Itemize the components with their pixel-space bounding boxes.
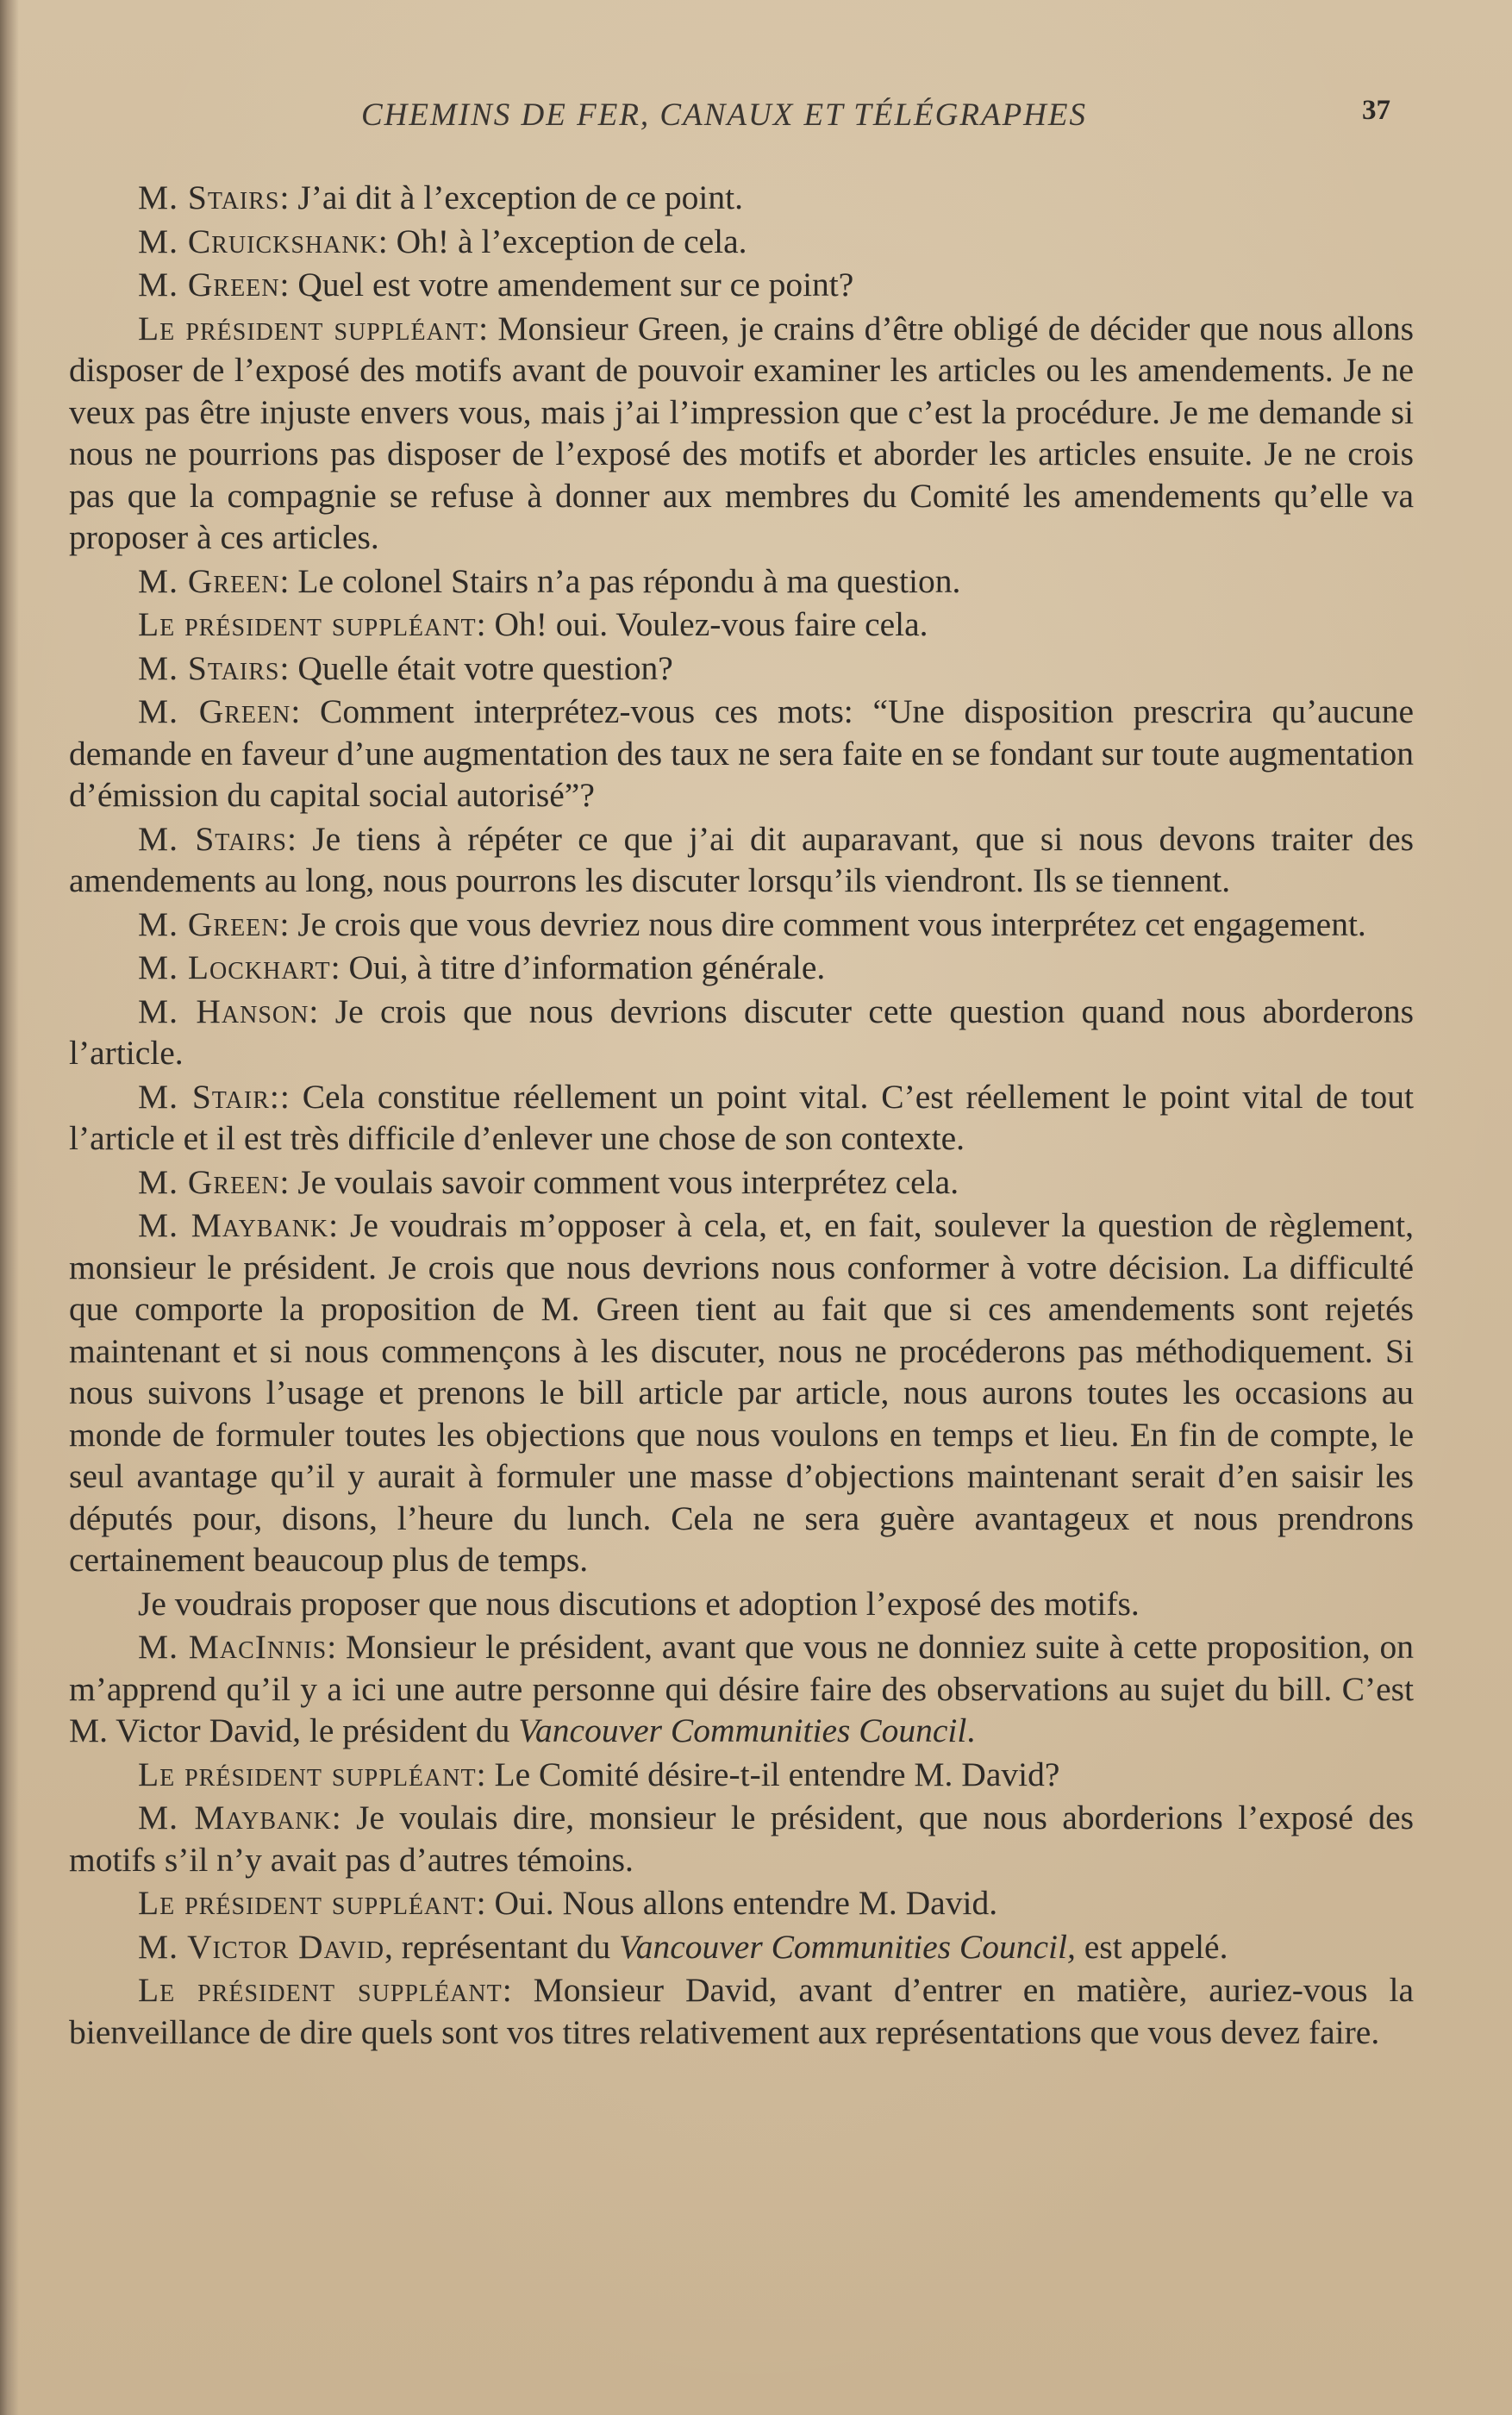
italic-text: Vancouver Communities Council [518, 1711, 967, 1749]
transcript-paragraph: M. Victor David, représentant du Vancouver Communities Council, est appelé. [138, 1927, 1228, 1966]
speech-text: Je crois que vous devriez nous dire comment vous interprétez cet engagement. [297, 904, 1366, 943]
transcript-paragraph: Le président suppléant: Le Comité désire-t-il entendre M. David? [138, 1755, 1060, 1793]
transcript-paragraph: M. Stairs: J’ai dit à l’exception de ce point. [138, 178, 743, 216]
italic-text: Vancouver Communities Council, [618, 1927, 1076, 1966]
transcript-paragraph: Le président suppléant: Monsieur Green, je crains d’être obligé de décider que nous allons disposer de l’exposé des motifs avant de pouvoir examiner les articles ou les amendements. Je ne veux pas être injuste envers vous, mais j’ai l’impression que c’est la procédure. Je me demande si nous ne pourrions pas disposer de l’exposé des motifs et aborder les articles ensuite. Je ne crois pas que la compagnie se refuse à donner aux membres du Comité les amendements qu’elle va proposer à ces articles. [69, 309, 1414, 556]
speaker-name: M. Maybank [138, 1206, 329, 1244]
speaker-name: M. Lockhart [138, 948, 331, 986]
speech-text: Oh! oui. Voulez-vous faire cela. [494, 605, 928, 643]
speaker-name: M. Green [138, 266, 280, 303]
speech-text-tail: . [966, 1711, 976, 1749]
transcript-paragraph: M. Lockhart: Oui, à titre d’information générale. [138, 948, 826, 986]
speaker-name: Le président suppléant [138, 1971, 503, 2009]
transcript-paragraph: Le président suppléant: Oui. Nous allons entendre M. David. [138, 1884, 998, 1922]
transcript-paragraph: M. Green: Le colonel Stairs n’a pas répondu à ma question. [138, 561, 961, 600]
speaker-name: M. Hanson [138, 992, 309, 1030]
speech-text: Oh! à l’exception de cela. [396, 222, 747, 260]
speech-text: Je crois que nous devrions discuter cette question quand nous aborderons l’article. [69, 992, 1414, 1072]
speaker-name: Le président suppléant [138, 309, 479, 347]
speech-text: J’ai dit à l’exception de ce point. [297, 178, 743, 216]
speaker-name: M. Green [138, 1162, 280, 1201]
speech-text: Je tiens à répéter ce que j’ai dit auparavant, que si nous devons traiter des amendements au long, nous pourrons les discuter lorsqu’ils viendront. Ils se tiennent. [69, 819, 1414, 899]
transcript-paragraph: M. Green: Je voulais savoir comment vous interprétez cela. [138, 1162, 959, 1201]
transcript-paragraph: M. Maybank: Je voudrais m’opposer à cela, et, en fait, soulever la question de règlement, monsieur le président. Je crois que nous devrions nous conformer à votre décision. La difficulté que comporte la proposition de M. Green tient au fait que si ces amendements sont rejetés maintenant et si nous commençons à les discuter, nous ne procéderons pas méthodiquement. Si nous suivons l’usage et prenons le bill article par article, nous aurons toutes les occasions au monde de formuler toutes les objections que nous voulons en temps et lieu. En fin de compte, le seul avantage qu’il y aurait à formuler une masse d’objections maintenant serait d’en saisir les députés pour, disons, l’heure du lunch. Cela ne sera guère avantageux et nous prendrons certainement beaucoup plus de temps. [69, 1206, 1415, 1579]
speech-text: Oui. Nous allons entendre M. David. [494, 1884, 998, 1922]
speaker-name: Le président suppléant [138, 1884, 477, 1922]
speaker-name: Le président suppléant [138, 605, 477, 643]
speech-text: Comment interprétez-vous ces mots: “Une disposition prescrira qu’aucune demande en faveur d’une augmentation des taux ne sera faite en se fondant sur toute augmentation d’émission du capital social autorisé”? [69, 692, 1414, 814]
speech-text: Quelle était votre question? [297, 648, 673, 687]
binding-edge [0, 0, 19, 2415]
speech-text: Le colonel Stairs n’a pas répondu à ma question. [297, 561, 961, 600]
transcript-paragraph: M. Cruickshank: Oh! à l’exception de cela. [138, 222, 747, 260]
speaker-name: Le président suppléant [138, 1755, 477, 1793]
transcript-paragraph: M. Stairs: Quelle était votre question? [138, 648, 673, 687]
transcript-body [69, 177, 1414, 2055]
transcript-paragraph: M. Stair:: Cela constitue réellement un point vital. C’est réellement le point vital de tout l’article et il est très difficile d’enlever une chose de son contexte. [69, 1077, 1414, 1157]
speech-text: Je voulais savoir comment vous interprétez cela. [297, 1162, 959, 1201]
speech-text: Le Comité désire-t-il entendre M. David? [494, 1755, 1060, 1793]
speaker-name: M. Victor David [138, 1927, 384, 1966]
transcript-paragraph: Le président suppléant: Oh! oui. Voulez-vous faire cela. [138, 605, 928, 643]
transcript-paragraph: M. Green: Je crois que vous devriez nous dire comment vous interprétez cet engagement. [138, 904, 1366, 943]
speech-text: Cela constitue réellement un point vital. C’est réellement le point vital de tout l’article et il est très difficile d’enlever une chose de son contexte. [69, 1077, 1414, 1157]
speaker-name: M. Maybank [138, 1799, 332, 1836]
transcript-paragraph: M. Green: Quel est votre amendement sur ce point? [138, 266, 854, 303]
speaker-name: M. Stairs [138, 819, 287, 858]
transcript-paragraph: M. Green: Comment interprétez-vous ces mots: “Une disposition prescrira qu’aucune demande en faveur d’une augmentation des taux ne sera faite en se fondant sur toute augmentation d’émission du capital social autorisé”? [69, 692, 1414, 814]
speaker-name: M. Green [138, 904, 280, 943]
transcript-paragraph: M. MacInnis: Monsieur le président, avant que vous ne donniez suite à cette proposition, on m’apprend qu’il y a ici une autre personne qui désire faire des observations au sujet du bill. C’est M. Victor David, le président du Vancouver Communities Council. [69, 1628, 1414, 1749]
speech-text: représentant du [401, 1927, 619, 1966]
transcript-paragraph [69, 1583, 1414, 1625]
speech-text: Je voulais dire, monsieur le président, que nous aborderions l’exposé des motifs s’il n’y avait pas d’autres témoins. [69, 1799, 1415, 1879]
speech-text: Monsieur le président, avant que vous ne donniez suite à cette proposition, on m’apprend qu’il y a ici une autre personne qui désire faire des observations au sujet du bill. C’est M. Victor David, le président du [69, 1628, 1414, 1749]
running-header: CHEMINS DE FER, CANAUX ET TÉLÉGRAPHES [360, 97, 1088, 133]
speaker-name: M. Green [138, 692, 291, 730]
speech-text: Je voudrais m’opposer à cela, et, en fait, soulever la question de règlement, monsieur le président. Je crois que nous devrions nous conformer à votre décision. La difficulté que comporte la proposition de M. Green tient au fait que si ces amendements sont rejetés maintenant et si nous commençons à les discuter, nous ne procéderons pas méthodiquement. Si nous suivons l’usage et prenons le bill article par article, nous aurons toutes les occasions au monde de formuler toutes les objections que nous voulons en temps et lieu. En fin de compte, le seul avantage qu’il y aurait à formuler une masse d’objections maintenant serait d’en saisir les députés pour, disons, l’heure du lunch. Cela ne sera guère avantageux et nous prendrons certainement beaucoup plus de temps. [69, 1206, 1415, 1579]
speaker-name: M. Stairs [138, 648, 280, 687]
speech-text: Je voudrais proposer que nous discutions et adoption l’exposé des motifs. [138, 1584, 1140, 1623]
speech-text: Monsieur Green, je crains d’être obligé de décider que nous allons disposer de l’exposé des motifs avant de pouvoir examiner les articles ou les amendements. Je ne veux pas être injuste envers vous, mais j’ai l’impression que c’est la procédure. Je me demande si nous ne pourrions pas disposer de l’exposé des motifs et aborder les articles ensuite. Je ne crois pas que la compagnie se refuse à donner aux membres du Comité les amendements qu’elle va proposer à ces articles. [69, 309, 1414, 556]
speech-text: Monsieur David, avant d’entrer en matière, auriez-vous la bienveillance de dire quels sont vos titres relativement aux représentations que vous devez faire. [69, 1971, 1414, 2051]
speaker-name: M. MacInnis [138, 1628, 328, 1666]
speaker-name: M. Green [138, 561, 280, 600]
page-number: 37 [1362, 95, 1390, 126]
speaker-name: M. Cruickshank [138, 222, 378, 260]
speech-text-tail: est appelé. [1075, 1927, 1228, 1966]
speaker-name: M. Stairs [138, 178, 280, 216]
speech-text: Oui, à titre d’information générale. [348, 948, 826, 986]
transcript-paragraph: M. Stairs: Je tiens à répéter ce que j’ai dit auparavant, que si nous devons traiter des amendements au long, nous pourrons les discuter lorsqu’ils viendront. Ils se tiennent. [69, 819, 1414, 899]
transcript-paragraph: M. Maybank: Je voulais dire, monsieur le président, que nous aborderions l’exposé des motifs s’il n’y avait pas d’autres témoins. [69, 1799, 1415, 1879]
speech-text: Quel est votre amendement sur ce point? [297, 266, 854, 303]
transcript-paragraph: M. Hanson: Je crois que nous devrions discuter cette question quand nous aborderons l’article. [69, 992, 1414, 1072]
speaker-name: M. Stair: [138, 1077, 280, 1116]
transcript-paragraph: Le président suppléant: Monsieur David, avant d’entrer en matière, auriez-vous la bienveillance de dire quels sont vos titres relativement aux représentations que vous devez faire. [69, 1971, 1414, 2051]
